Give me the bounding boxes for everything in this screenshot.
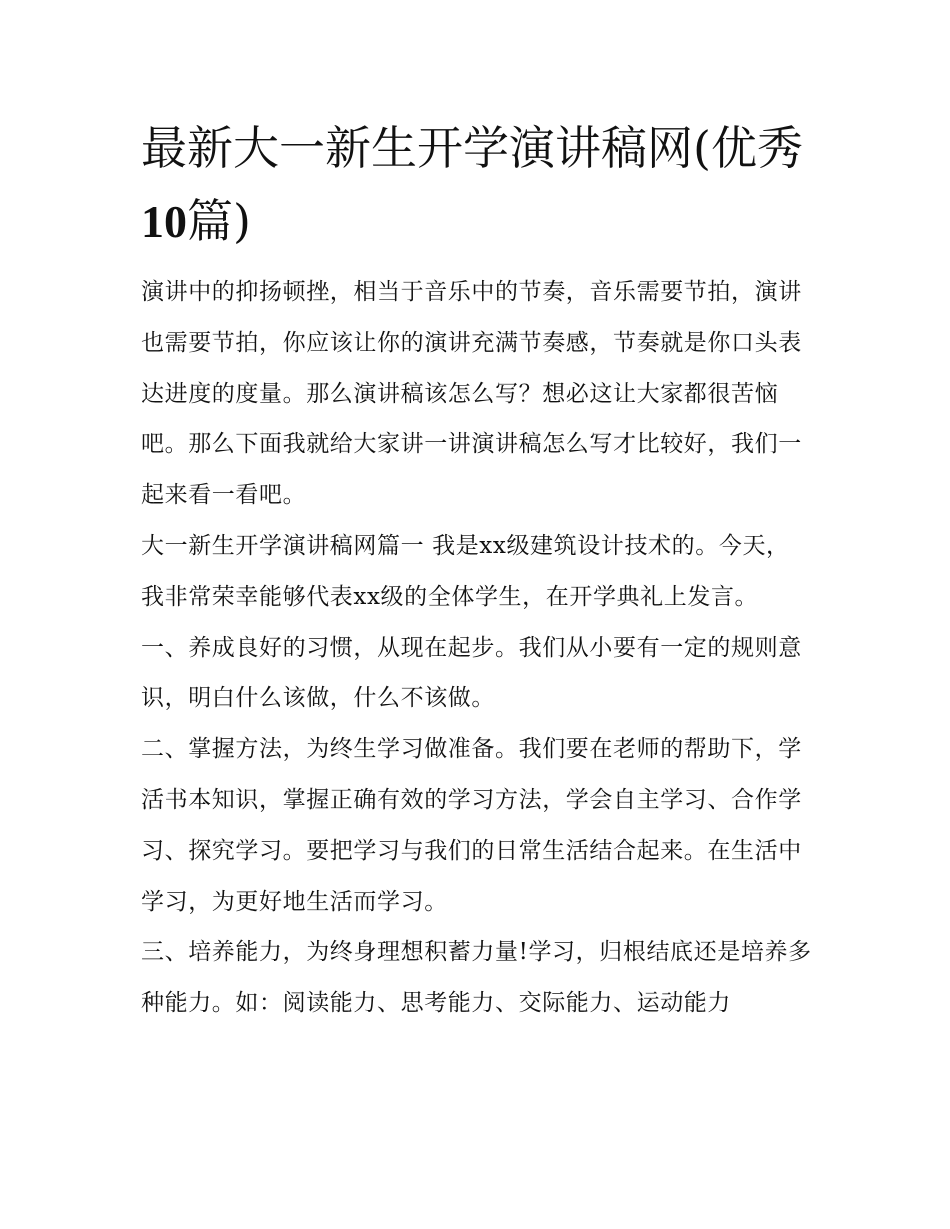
document-body — [141, 267, 813, 1029]
paragraph-point-three: 三、培养能力，为终身理想积蓄力量!学习，归根结底还是培养多种能力。如：阅读能力、思考能力、交际能力、运动能力 — [141, 939, 812, 1017]
paragraph-intro: 演讲中的抑扬顿挫，相当于音乐中的节奏，音乐需要节拍，演讲也需要节拍，你应该让你的演讲充满节奏感，节奏就是你口头表达进度的度量。那么演讲稿该怎么写？想必这让大家都很苦恼吧。那么下面我就给大家讲一讲演讲稿怎么写才比较好，我们一起来看一看吧。 — [141, 279, 802, 509]
paragraph-point-two: 二、掌握方法，为终生学习做准备。我们要在老师的帮助下，学活书本知识，掌握正确有效的学习方法，学会自主学习、合作学习、探究学习。要把学习与我们的日常生活结合起来。在生活中学习，为更好地生活而学习。 — [141, 736, 802, 915]
title-number: 10 — [141, 196, 187, 247]
document-content — [141, 112, 813, 1029]
paragraph-point-one: 一、养成良好的习惯，从现在起步。我们从小要有一定的规则意识，明白什么该做，什么不该做。 — [141, 634, 802, 712]
paragraph-article-one: 大一新生开学演讲稿网篇一 我是xx级建筑设计技术的。今天，我非常荣幸能够代表xx级的全体学生，在开学典礼上发言。 — [141, 532, 790, 610]
document-title: 最新大一新生开学演讲稿网(优秀10篇) — [141, 121, 803, 248]
